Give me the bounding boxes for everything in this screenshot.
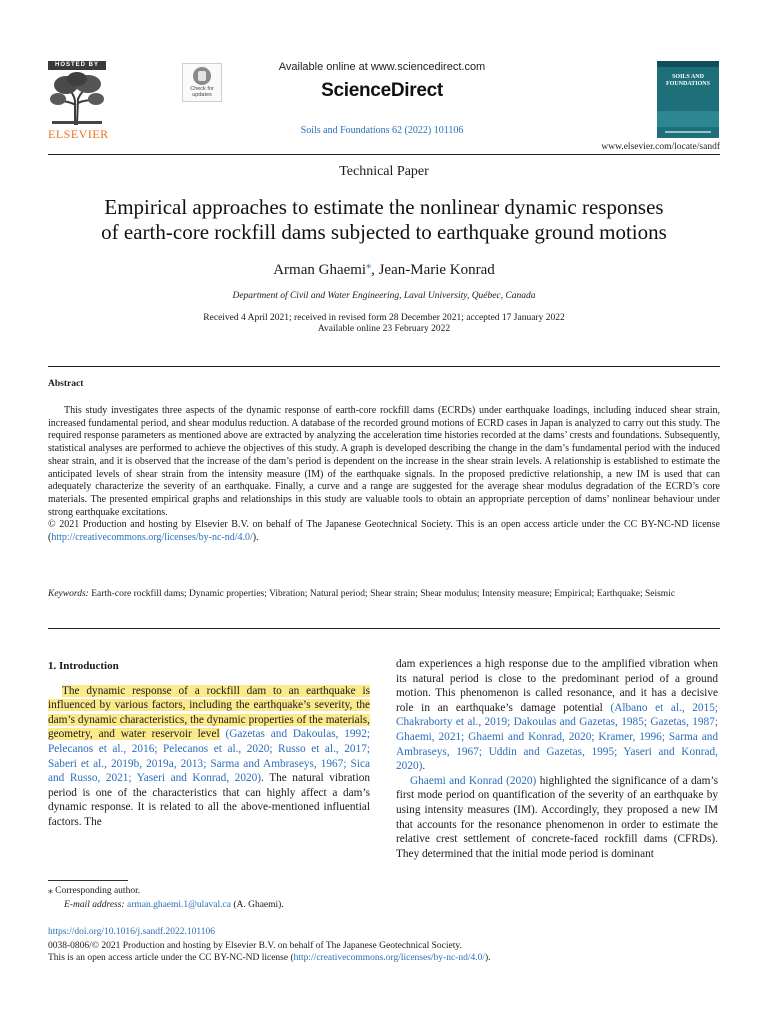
intro-paragraph: The dynamic response of a rockfill dam to an earthquake is influenced by various factors, including the earthquake’s severity, the dam’s dynamic characteristics, the dynamic properties of the materials, geometry, and water reservoir level (Gazetas and Dakoulas, 1992; Pelecanos et al., 2016; Pelecanos et al., 2020; Russo et al., 2017; Saberi et al., 2019b, 2019a, 2013; Sarma and Ambraseys, 1967; Sica and Russo, 2021; Yaseri and Konrad, 2020). The natural vibration period is one of the characteristics that can highly affect a dam’s dynamic response. It is related to all the above-mentioned influential factors. The [48, 684, 370, 828]
keywords [48, 588, 720, 601]
citation-group[interactable]: (Gazetas and Dakoulas, 1992; Pelecanos et al., 2016; Pelecanos et al., 2020; Russo et al., 2017; Saberi et al., 2019b, 2019a, 2013; Sarma and Ambraseys, 1967; Sica and Russo, 2021; Yaseri and Konrad, 2020) [48, 728, 370, 785]
footnote-rule [48, 880, 128, 881]
received-dates: Received 4 April 2021; received in revised form 28 December 2021; accepted 17 January 2022 [203, 313, 565, 323]
check-for-updates-badge[interactable] [182, 63, 222, 102]
header-rule [48, 154, 720, 155]
abstract-heading: Abstract [48, 379, 84, 389]
left-column [48, 659, 370, 830]
abstract-text: This study investigates three aspects of the dynamic response of earth-core rockfill dams (ECRDs) under earthquake loadings, including induced shear strain, increased fundamental period, and shear modulus reduction. A database of the recorded ground motions of ECRD cases in Japan is analyzed to carry out this study. The required response parameters as mentioned above are extracted by analyzing the acceleration time histories recorded at the dams’ crests and foundations. Subsequently, statistical analyses are performed to achieve the objectives of this study. A graph is developed describing the change in the dam’s fundamental period with the induced shear strain, and it is observed that the increase of the dam’s period is dependent on the increase in the shear strain levels. A relationship is established to estimate the anticipated levels of shear strain from the intensity measure (IM) of the earthquake signals. In the proposed predictive relationship, a new IM is used that can adequately characterize the severity of an earthquake. Finally, a curve and a range are suggested for the average shear modulus degradation of the ECRD’s core materials. The presented empirical graphs and relationships in this study are valuable tools to obtain an appropriate perception of dams’ nonlinear behaviour under strong earthquake excitations. [48, 405, 720, 518]
right-paragraph-2: Ghaemi and Konrad (2020) highlighted the significance of a dam’s first mode period on quantification of the severity of an earthquake by using intensity measures (IM). Accordingly, they proposed a new IM that accounts for the resonance phenomenon in order to estimate the relative crest settlement of concrete-faced rockfill dams (CFRDs). They determined that the initial mode period is dominant [396, 774, 718, 860]
issn-line: 0038-0806/© 2021 Production and hosting by Elsevier B.V. on behalf of The Japanese Geotechnical Society. [48, 941, 462, 951]
corresponding-author-mark[interactable]: ⁎ [366, 260, 372, 271]
journal-reference[interactable]: Soils and Foundations 62 (2022) 101106 [300, 125, 464, 136]
right-paragraph-1: dam experiences a high response due to the amplified vibration when its natural period is close to the predominant period of a ground motion. This phenomenon is called resonance, and it has a decisive role in an earthquake’s damage potential (Albano et al., 2015; Chakraborty et al., 2019; Dakoulas and Gazetas, 1985; Gazetas, 1987; Ghaemi, 2021; Ghaemi and Konrad, 2020; Kramer, 1996; Sarma and Ambraseys, 1967; Uddin and Gazetas, 1995; Yaseri and Konrad, 2020). [396, 658, 719, 773]
crossmark-icon [193, 67, 211, 85]
hosted-by-label: HOSTED BY [48, 61, 106, 70]
citation-group[interactable]: (Albano et al., 2015; Chakraborty et al., 2019; Dakoulas and Gazetas, 1985; Gazetas, 1987; Ghaemi, 2021; Ghaemi and Konrad, 2020; Kramer, 1996; Sarma and Ambraseys, 1967; Uddin and Gazetas, 1995; Yaseri and Konrad, 2020) [396, 701, 719, 773]
elsevier-logo [48, 61, 109, 141]
license-link[interactable]: http://creativecommons.org/licenses/by-nc-nd/4.0/ [51, 532, 253, 544]
right-column [396, 657, 718, 861]
email-link[interactable]: arman.ghaemi.1@ulaval.ca [126, 900, 231, 910]
keywords-text: Earth-core rockfill dams; Dynamic properties; Vibration; Natural period; Shear strain; Shear modulus; Intensity measure; Empirical; Earthquake; Seismic [91, 589, 676, 599]
available-online: Available online at www.sciencedirect.com [278, 61, 486, 73]
highlighted-text[interactable]: The dynamic response of a rockfill dam to an earthquake is influenced by various factors, including the earthquake’s severity, the dam’s dynamic characteristics, the dynamic properties of the materials, geometry, and water reservoir level [48, 684, 370, 741]
journal-website[interactable]: www.elsevier.com/locate/sandf [601, 142, 720, 152]
article-dates [48, 313, 720, 335]
keywords-label: Keywords: [48, 589, 89, 599]
email-label: E-mail address: [64, 900, 125, 910]
sciencedirect-logo: ScienceDirect [321, 80, 443, 101]
email-note: E-mail address: arman.ghaemi.1@ulaval.ca (A. Ghaemi). [64, 900, 284, 910]
doi-link-line [48, 927, 728, 939]
abstract-bottom-rule [48, 628, 720, 629]
corresponding-author-note: ⁎ Corresponding author. [48, 886, 141, 896]
abstract-body [48, 405, 720, 545]
author-list [48, 260, 720, 279]
doi-link[interactable]: https://doi.org/10.1016/j.sandf.2022.101106 [48, 927, 216, 937]
elsevier-tree-icon [48, 71, 106, 127]
article-type: Technical Paper [339, 164, 429, 179]
article-title: Empirical approaches to estimate the nonlinear dynamic responses of earth-core rockfill dams subjected to earthquake ground motions [101, 195, 667, 244]
publisher-name: ELSEVIER [48, 127, 109, 141]
section-heading-introduction: 1. Introduction [48, 660, 119, 672]
available-date: Available online 23 February 2022 [317, 324, 451, 334]
affiliation: Department of Civil and Water Engineering, Laval University, Québec, Canada [232, 291, 536, 301]
license-line: This is an open access article under the CC BY-NC-ND license (http://creativecommons.org/licenses/by-nc-nd/4.0/). [48, 953, 491, 963]
author-konrad: , Jean-Marie Konrad [371, 262, 495, 278]
cover-title: SOILS AND FOUNDATIONS [666, 74, 710, 87]
citation-ghaemi-konrad[interactable]: Ghaemi and Konrad (2020) [410, 774, 537, 787]
footer-license-link[interactable]: http://creativecommons.org/licenses/by-nc-nd/4.0/ [293, 953, 485, 963]
author-ghaemi: Arman Ghaemi [273, 262, 367, 278]
abstract-top-rule [48, 366, 720, 367]
abstract-copyright: © 2021 Production and hosting by Elsevier B.V. on behalf of The Japanese Geotechnical Society. This is an open access article under the CC BY-NC-ND license (http://creativecommons.org/licenses/by-nc-nd/4.0/). [48, 519, 720, 544]
journal-cover [657, 61, 719, 138]
check-updates-label: Check for updates [190, 86, 214, 98]
